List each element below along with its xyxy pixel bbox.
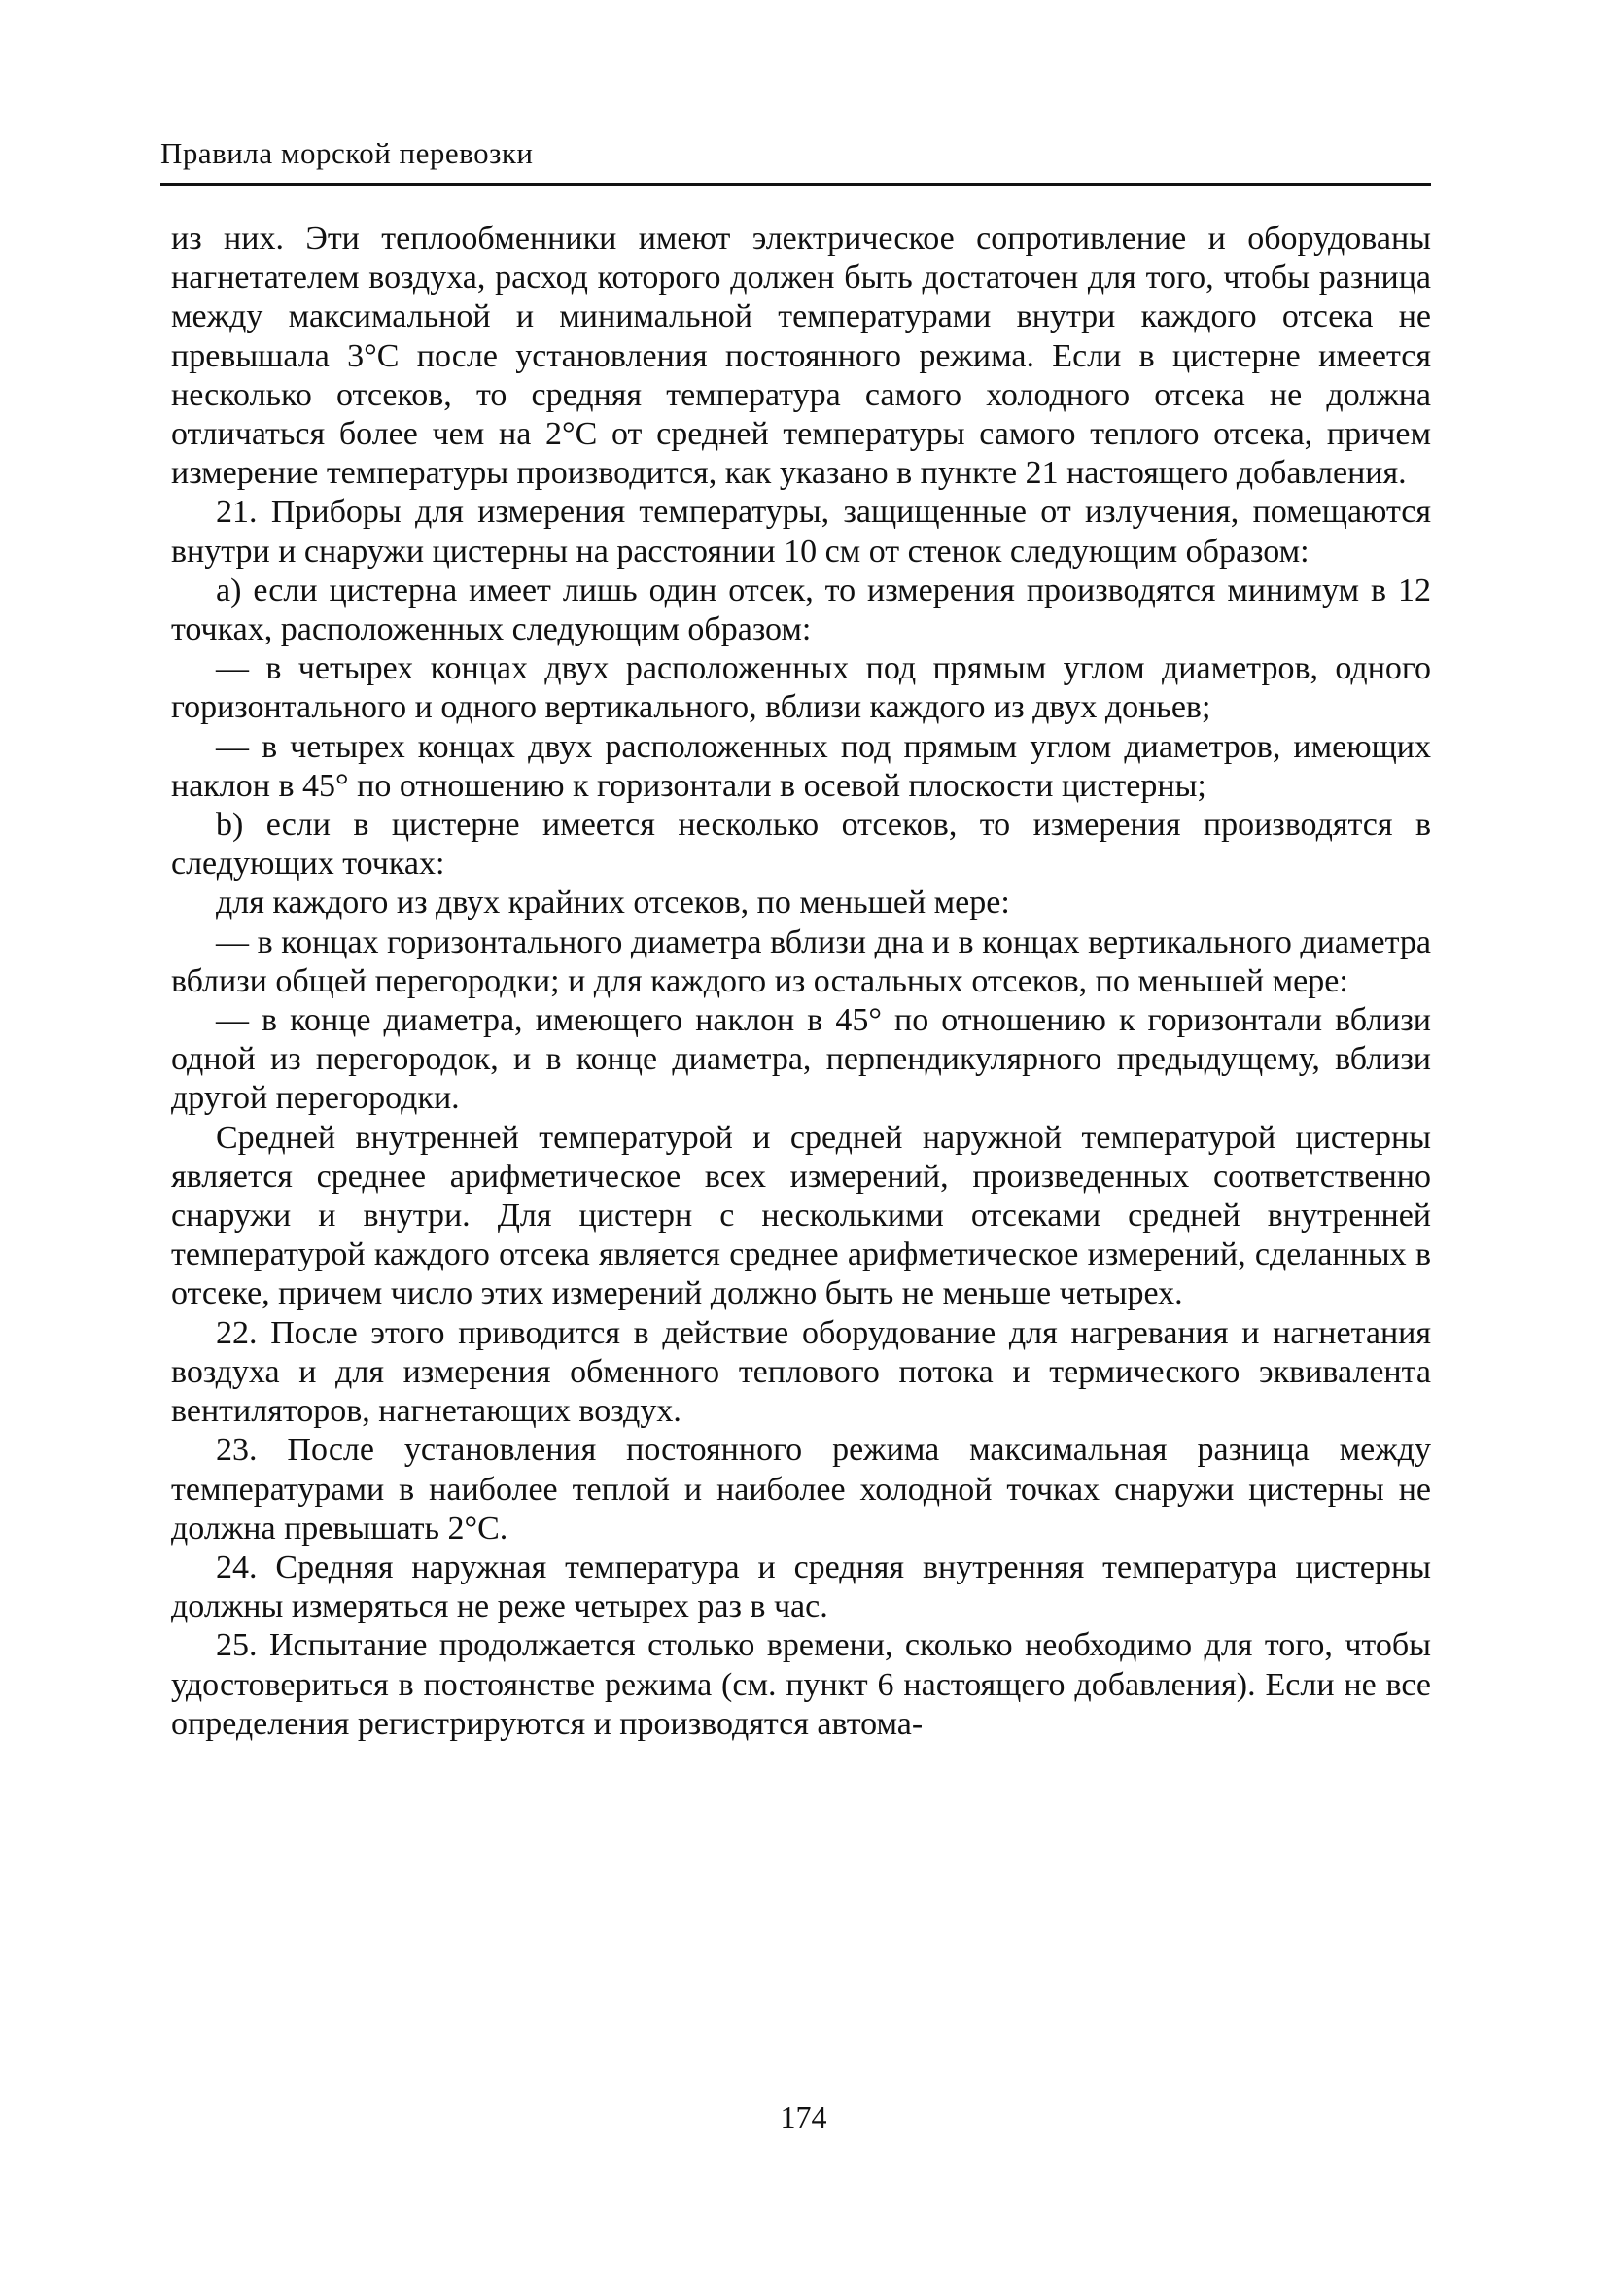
page-number: 174 bbox=[780, 2100, 827, 2135]
paragraph-item-25: 25. Испытание продолжается столько времени, сколько необходимо для того, чтобы удостовериться в постоянстве режима (см. пункт 6 настоящего добавления). Если не все определения регистрируются и производятся автома- bbox=[171, 1627, 1431, 1742]
paragraph-text: Средней внутренней температурой и средней наружной температурой цистерны является среднее арифметическое всех измерений, произведенных соответственно снаружи и внутри. Для цистерн с несколькими отсеками средней внутренней температурой каждого отсека является среднее арифметическое измерений, сделанных в отсеке, причем число этих измерений должно быть не меньше четырех. bbox=[171, 1119, 1431, 1312]
paragraph-item-21: 21. Приборы для измерения температуры, защищенные от излучения, помещаются внутри и снаружи цистерны на расстоянии 10 см от стенок следующим образом: bbox=[171, 494, 1431, 570]
body-text bbox=[171, 220, 1431, 1744]
paragraph-continuation: из них. Эти теплообменники имеют электрическое сопротивление и оборудованы нагнетателем воздуха, расход которого должен быть достаточен для того, чтобы разница между максимальной и минимальной температурами внутри каждого отсека не превышала 3°С после установления постоянного режима. Если в цистерне имеется несколько отсеков, то средняя температура самого холодного отсека не должна отличаться более чем на 2°С от средней температуры самого теплого отсека, причем измерение температуры производится, как указано в пункте 21 настоящего добавления. bbox=[171, 221, 1431, 492]
paragraph-dash-item: — в четырех концах двух расположенных под прямым углом диаметров, имеющих наклон в 45° по отношению к горизонтали в осевой плоскости цистерны; bbox=[171, 728, 1431, 804]
paragraph-dash-item: — в четырех концах двух расположенных под прямым углом диаметров, одного горизонтального и одного вертикального, вблизи каждого из двух доньев; bbox=[171, 650, 1431, 726]
paragraph-item-24: 24. Средняя наружная температура и средняя внутренняя температура цистерны должны измеряться не реже четырех раз в час. bbox=[171, 1548, 1431, 1625]
running-header: Правила морской перевозки bbox=[160, 136, 534, 170]
header-rule bbox=[160, 183, 1431, 186]
paragraph-item-22: 22. После этого приводится в действие оборудование для нагревания и нагнетания воздуха и для измерения обменного теплового потока и термического эквивалента вентиляторов, нагнетающих воздух. bbox=[171, 1314, 1431, 1430]
paragraph-text: для каждого из двух крайних отсеков, по меньшей мере: bbox=[216, 885, 1010, 922]
paragraph-subitem-b: b) если в цистерне имеется несколько отсеков, то измерения производятся в следующих точках: bbox=[171, 807, 1431, 883]
paragraph-subitem-a: a) если цистерна имеет лишь один отсек, то измерения производятся минимум в 12 точках, расположенных следующим образом: bbox=[171, 572, 1431, 648]
paragraph-dash-item: — в конце диаметра, имеющего наклон в 45° по отношению к горизонтали вблизи одной из перегородок, и в конце диаметра, перпендикулярного предыдущему, вблизи другой перегородки. bbox=[171, 1002, 1431, 1117]
paragraph-dash-item: — в концах горизонтального диаметра вблизи дна и в концах вертикального диаметра вблизи общей перегородки; и для каждого из остальных отсеков, по меньшей мере: bbox=[171, 923, 1431, 999]
paragraph-item-23: 23. После установления постоянного режима максимальная разница между температурами в наиболее теплой и наиболее холодной точках снаружи цистерны не должна превышать 2°С. bbox=[171, 1432, 1431, 1547]
